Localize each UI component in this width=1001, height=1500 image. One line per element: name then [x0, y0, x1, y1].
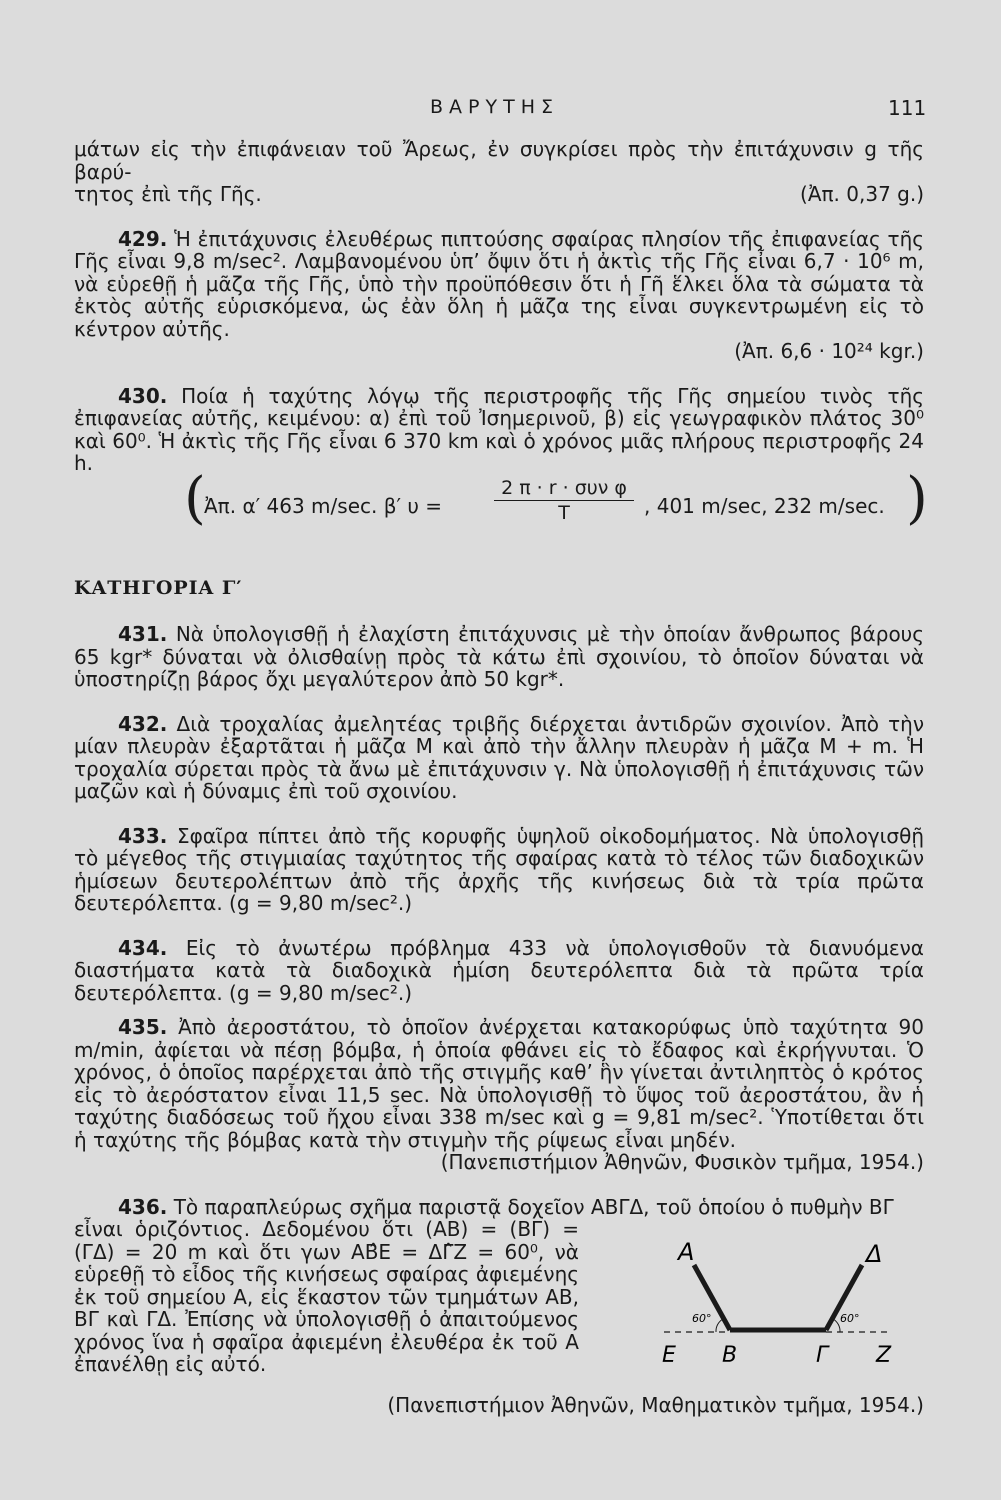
right-paren: ): [906, 465, 928, 531]
problem-431: [74, 623, 924, 691]
problem-432: [74, 713, 924, 803]
angle-right-label: 60°: [840, 1311, 860, 1325]
answer-left: Ἀπ. α′ 463 m/sec. β′ υ =: [204, 493, 443, 518]
problem-number: 432.: [118, 711, 168, 736]
problem-text: Ἀπὸ ἀεροστάτου, τὸ ὁποῖον ἀνέρχεται κατακορύφως ὑπὸ ταχύτητα 90 m/min, ἀφίεται νὰ πέσῃ βόμβα, ἡ ὁποία φθάνει εἰς τὸ ἔδαφος καὶ ἐκρήγνυται. Ὁ χρόνος, ὁ ὁποῖος παρέρχεται ἀπὸ τῆς στιγμῆς καθ’ ἣν γίνεται ἀντιληπτὸς ὁ κρότος εἰς τὸ ἀερόστατον εἶναι 11,5 sec. Νὰ ὑπολογισθῇ τὸ ὕψος τοῦ ἀεροστάτου, ἂν ἡ ταχύτης διαδόσεως τοῦ ἤχου εἶναι 338 m/sec καὶ g = 9,81 m/sec². Ὑποτίθεται ὅτι ἡ ταχύτης τῆς βόμβας κατὰ τὴν στιγμὴν τῆς ρίψεως εἶναι μηδέν.: [74, 1015, 924, 1152]
problem-text: Ποία ἡ ταχύτης λόγῳ τῆς περιστροφῆς τῆς Γῆς σημείου τινὸς τῆς ἐπιφανείας αὐτῆς, κειμένου: α) ἐπὶ τοῦ Ἰσημερινοῦ, β) εἰς γεωγραφικὸν πλάτος 30⁰ καὶ 60⁰. Ἡ ἀκτὶς τῆς Γῆς εἶναι 6 370 km καὶ ὁ χρόνος μιᾶς πλήρους περιστροφῆς 24 h.: [74, 383, 924, 475]
problem-430: [74, 385, 924, 475]
label-A: Α: [678, 1239, 695, 1266]
problem-text: Ἡ ἐπιτάχυνσις ἐλευθέρως πιπτούσης σφαίρας πλησίον τῆς ἐπιφανείας τῆς Γῆς εἶναι 9,8 m/sec². Λαμβανομένου ὑπ’ ὄψιν ὅτι ἡ ἀκτὶς τῆς Γῆς εἶναι 6,7 · 10⁶ m, νὰ εὑρεθῇ ἡ μᾶζα τῆς Γῆς, ὑπὸ τὴν προϋπόθεσιν ὅτι ἡ Γῆ ἕλκει ὅλα τὰ σώματα τὰ ἐκτὸς αὐτῆς εὑρισκόμενα, ὡς ἐὰν ὅλη ἡ μᾶζα της εἶναι συγκεντρωμένη εἰς τὸ κέντρον αὐτῆς.: [74, 226, 924, 341]
angle-arc-left: [716, 1319, 723, 1332]
continued-paragraph-line2: τητος ἐπὶ τῆς Γῆς.: [74, 182, 262, 206]
problem-text: Σφαῖρα πίπτει ἀπὸ τῆς κορυφῆς ὑψηλοῦ οἰκοδομήματος. Νὰ ὑπολογισθῇ τὸ μέγεθος τῆς στιγμιαίας ταχύτητος τῆς σφαίρας κατὰ τὸ τέλος τῶν διαδοχικῶν ἡμίσεων δευτερολέπτων ἀπὸ τῆς ἀρχῆς τῆς κινήσεως διὰ τὰ τρία πρῶτα δευτερόλεπτα. (g = 9,80 m/sec².): [74, 823, 925, 915]
problem-number: 434.: [118, 935, 168, 960]
problem-434: [74, 937, 924, 1005]
section-heading: ΚΑΤΗΓΟΡΙΑ Γ′: [74, 576, 243, 599]
problem-number: 430.: [118, 383, 168, 408]
continued-paragraph-line1: μάτων εἰς τὴν ἐπιφάνειαν τοῦ Ἄρεως, ἐν συγκρίσει πρὸς τὴν ἐπιτάχυνσιν g τῆς βαρύ-: [74, 137, 924, 184]
running-title: ΒΑΡΥΤΗΣ: [430, 96, 559, 118]
problem-number: 433.: [118, 823, 168, 848]
fraction-numerator: 2 π · r · συν φ: [501, 476, 627, 499]
left-paren: (: [184, 465, 206, 531]
problem-436: [74, 1196, 924, 1376]
answer-prev: (Ἀπ. 0,37 g.): [800, 182, 924, 206]
problem-433: [74, 825, 924, 915]
problem-number: 436.: [118, 1194, 168, 1219]
velocity-fraction: [489, 477, 639, 525]
problem-429: [74, 228, 924, 341]
label-B: Β: [722, 1342, 738, 1368]
vessel-diagram: [654, 1240, 924, 1390]
source-435: (Πανεπιστήμιον Ἀθηνῶν, Φυσικὸν τμῆμα, 1954.): [440, 1150, 924, 1174]
page-number: 111: [888, 96, 927, 120]
answer-429: (Ἀπ. 6,6 · 10²⁴ kgr.): [734, 339, 924, 363]
problem-number: 435.: [118, 1015, 168, 1039]
answer-right: , 401 m/sec, 232 m/sec.: [644, 493, 885, 518]
problem-text: Εἰς τὸ ἀνωτέρω πρόβλημα 433 νὰ ὑπολογισθοῦν τὰ διανυόμενα διαστήματα κατὰ τὰ διαδοχικὰ ἡμίση δευτερόλεπτα διὰ τὰ πρῶτα τρία δευτερόλεπτα. (g = 9,80 m/sec².): [74, 935, 924, 1005]
problem-text: εἶναι ὁριζόντιος. Δεδομένου ὅτι (ΑΒ) = (ΒΓ) = (ΓΔ) = 20 m καὶ ὅτι γων ΑΒ̂Ε = ΔΓ̂Ζ = 60⁰, νὰ εὑρεθῇ τὸ εἶδος τῆς κινήσεως σφαίρας ἀφιεμένης ἐκ τοῦ σημείου Α, εἰς ἕκαστον τῶν τμημάτων ΑΒ, ΒΓ καὶ ΓΔ. Ἐπίσης νὰ ὑπολογισθῇ ὁ ἀπαιτούμενος χρόνος ἵνα ἡ σφαῖρα ἀφιεμένη ἐλευθέρα ἐκ τοῦ Α ἐπανέλθῃ εἰς αὐτό.: [74, 1217, 579, 1376]
problem-number: 429.: [118, 226, 168, 251]
answer-430: [74, 465, 928, 537]
source-436: (Πανεπιστήμιον Ἀθηνῶν, Μαθηματικὸν τμῆμα, 1954.): [387, 1392, 924, 1417]
label-E: Ε: [662, 1342, 676, 1368]
problem-text: Διὰ τροχαλίας ἀμελητέας τριβῆς διέρχεται ἀντιδρῶν σχοινίον. Ἀπὸ τὴν μίαν πλευρὰν ἐξαρτᾶται ἡ μᾶζα Μ καὶ ἀπὸ τὴν ἄλλην πλευρὰν ἡ μᾶζα Μ + m. Ἡ τροχαλία σύρεται πρὸς τὰ ἄνω μὲ ἐπιτάχυνσιν γ. Νὰ ὑπολογισθῇ ἡ ἐπιτάχυνσις τῶν μαζῶν καὶ ἡ δύναμις ἐπὶ τοῦ σχοινίου.: [74, 711, 925, 803]
fraction-denominator: T: [558, 502, 570, 524]
page-body: [74, 137, 928, 1417]
angle-arc-right: [833, 1319, 840, 1332]
problem-text-line1: Τὸ παραπλεύρως σχῆμα παριστᾷ δοχεῖον ΑΒΓΔ, τοῦ ὁποίου ὁ πυθμὴν ΒΓ: [173, 1194, 894, 1219]
page-header: [0, 96, 1001, 126]
problem-number: 431.: [118, 622, 168, 646]
label-G: Γ: [816, 1342, 829, 1368]
problem-435: [74, 1016, 924, 1151]
label-D: Δ: [866, 1239, 883, 1268]
label-Z: Ζ: [876, 1342, 892, 1368]
problem-text: Νὰ ὑπολογισθῇ ἡ ἐλαχίστη ἐπιτάχυνσις μὲ τὴν ὁποίαν ἄνθρωπος βάρους 65 kgr* δύναται νὰ ὀλισθαίνῃ πρὸς τὰ κάτω ἐπὶ σχοινίου, τὸ ὁποῖον δύναται νὰ ὑποστηρίζῃ βάρος ὄχι μεγαλύτερον ἀπὸ 50 kgr*.: [74, 622, 924, 691]
angle-left-label: 60°: [692, 1311, 712, 1325]
